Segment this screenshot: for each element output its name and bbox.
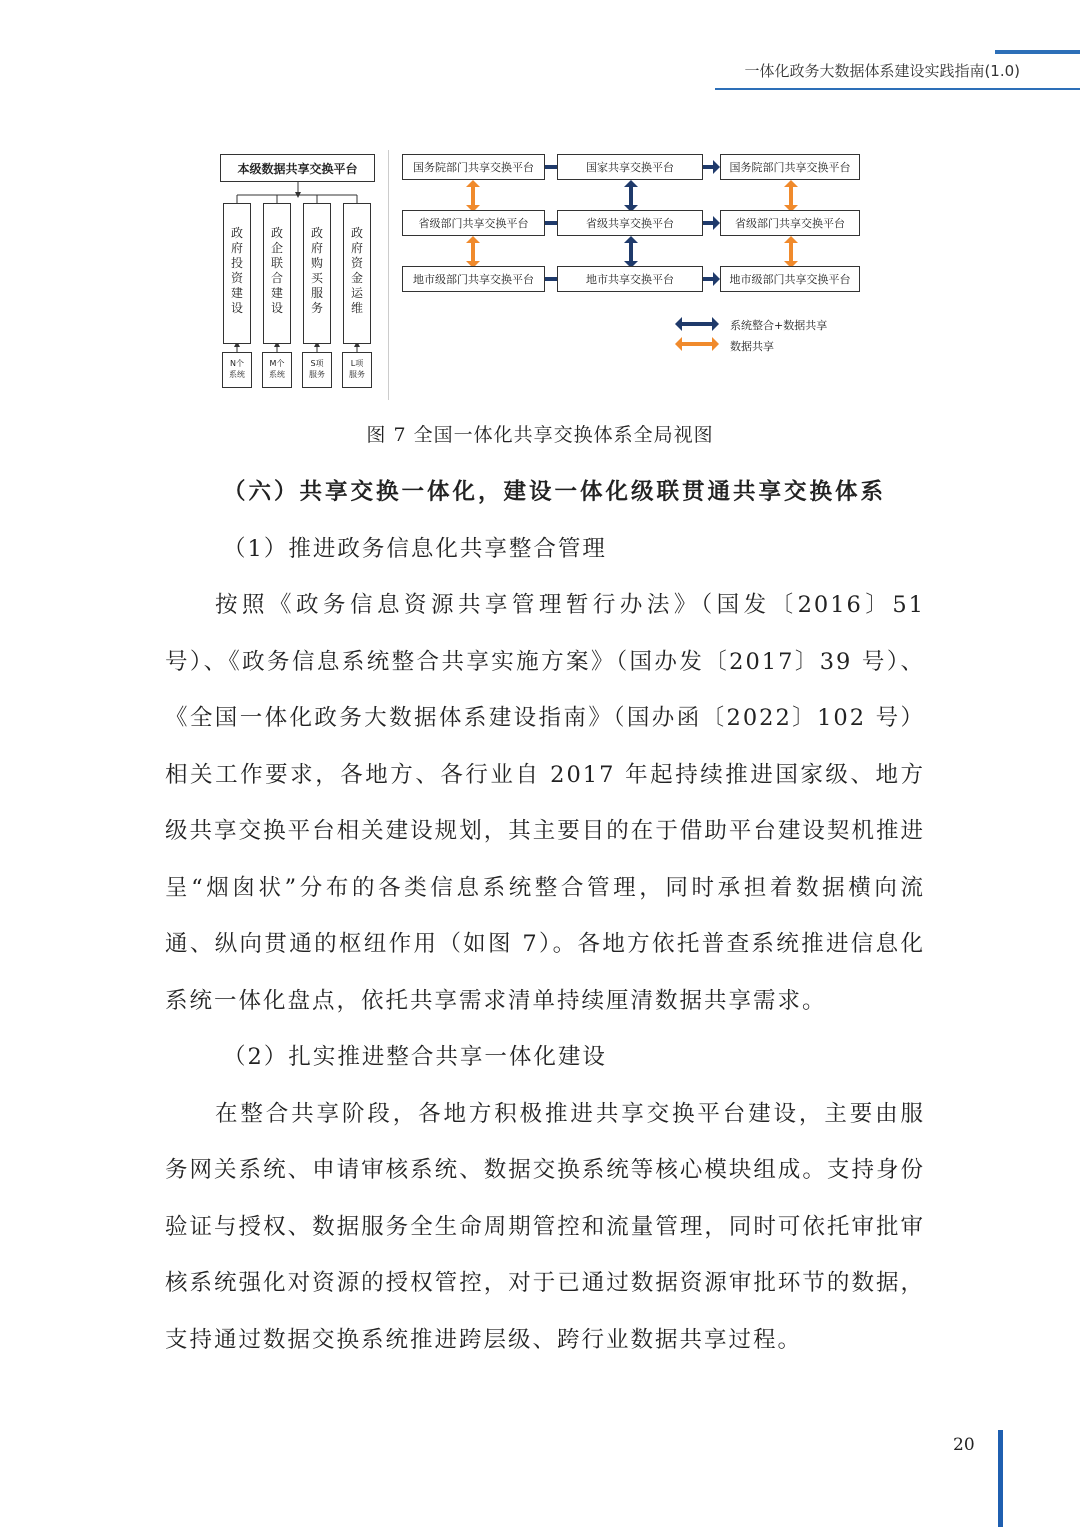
figure-7-diagram	[210, 140, 870, 410]
source-box-s: S项 服务	[302, 352, 332, 388]
subheading-1: （1）推进政务信息化共享整合管理	[223, 535, 607, 562]
paragraph-2: 在整合共享阶段，各地方积极推进共享交换平台建设，主要由服务网关系统、申请审核系统、数据交换系统等核心模块组成。支持身份验证与授权、数据服务全生命周期管控和流量管理，同时可依托审批审核系统强化对资源的授权管控，对于已通过数据资源审批环节的数据，支持通过数据交换系统推进跨层级、跨行业数据共享过程。	[165, 1100, 925, 1353]
legend-dark-label: 系统整合+数据共享	[730, 319, 828, 332]
page-number-bar	[998, 1430, 1003, 1527]
grid-r2-c2: 省级共享交换平台	[557, 210, 703, 236]
header-title: 一体化政务大数据体系建设实践指南(1.0)	[744, 62, 1020, 80]
figure-caption: 图 7 全国一体化共享交换体系全局视图	[366, 424, 714, 446]
source-box-m: M个 系统	[262, 352, 292, 388]
column-gov-investment: 政府投资建设	[223, 203, 251, 344]
source-box-l: L项 服务	[342, 352, 372, 388]
paragraph-1: 按照《政务信息资源共享管理暂行办法》（国发〔2016〕51 号）、《政务信息系统整合共享实施方案》（国办发〔2017〕39 号）、《全国一体化政务大数据体系建设指南》（国办函〔2022〕102 号）相关工作要求，各地方、各行业自 2017 年起持续推进国家级、地方级共享交换平台相关建设规划，其主要目的在于借助平台建设契机推进呈“烟囱状”分布的各类信息系统整合管理，同时承担着数据横向流通、纵向贯通的枢纽作用（如图 7）。各地方依托普查系统推进信息化系统一体化盘点，依托共享需求清单持续厘清数据共享需求。	[165, 592, 925, 1014]
legend-orange-label: 数据共享	[730, 340, 774, 353]
diagram-divider	[388, 150, 389, 400]
body-content	[165, 464, 925, 1368]
column-gov-purchase: 政府购买服务	[303, 203, 331, 344]
grid-r3-c3: 地市级部门共享交换平台	[720, 266, 860, 292]
grid-r2-c1: 省级部门共享交换平台	[402, 210, 545, 236]
grid-r1-c2: 国家共享交换平台	[557, 154, 703, 180]
subheading-2: （2）扎实推进整合共享一体化建设	[223, 1044, 607, 1070]
grid-r1-c3: 国务院部门共享交换平台	[720, 154, 860, 180]
column-gov-ops: 政府资金运维	[343, 203, 371, 344]
header-accent-bar	[995, 50, 1080, 54]
grid-r3-c2: 地市共享交换平台	[557, 266, 703, 292]
grid-r3-c1: 地市级部门共享交换平台	[402, 266, 545, 292]
column-gov-enterprise: 政企联合建设	[263, 203, 291, 344]
local-exchange-platform-box: 本级数据共享交换平台	[220, 154, 375, 182]
source-box-n: N个 系统	[222, 352, 252, 388]
header-rule	[715, 88, 1080, 90]
page-number: 20	[953, 1435, 975, 1455]
section-heading: （六）共享交换一体化，建设一体化级联贯通共享交换体系	[223, 479, 887, 505]
grid-r2-c3: 省级部门共享交换平台	[720, 210, 860, 236]
grid-r1-c1: 国务院部门共享交换平台	[402, 154, 545, 180]
